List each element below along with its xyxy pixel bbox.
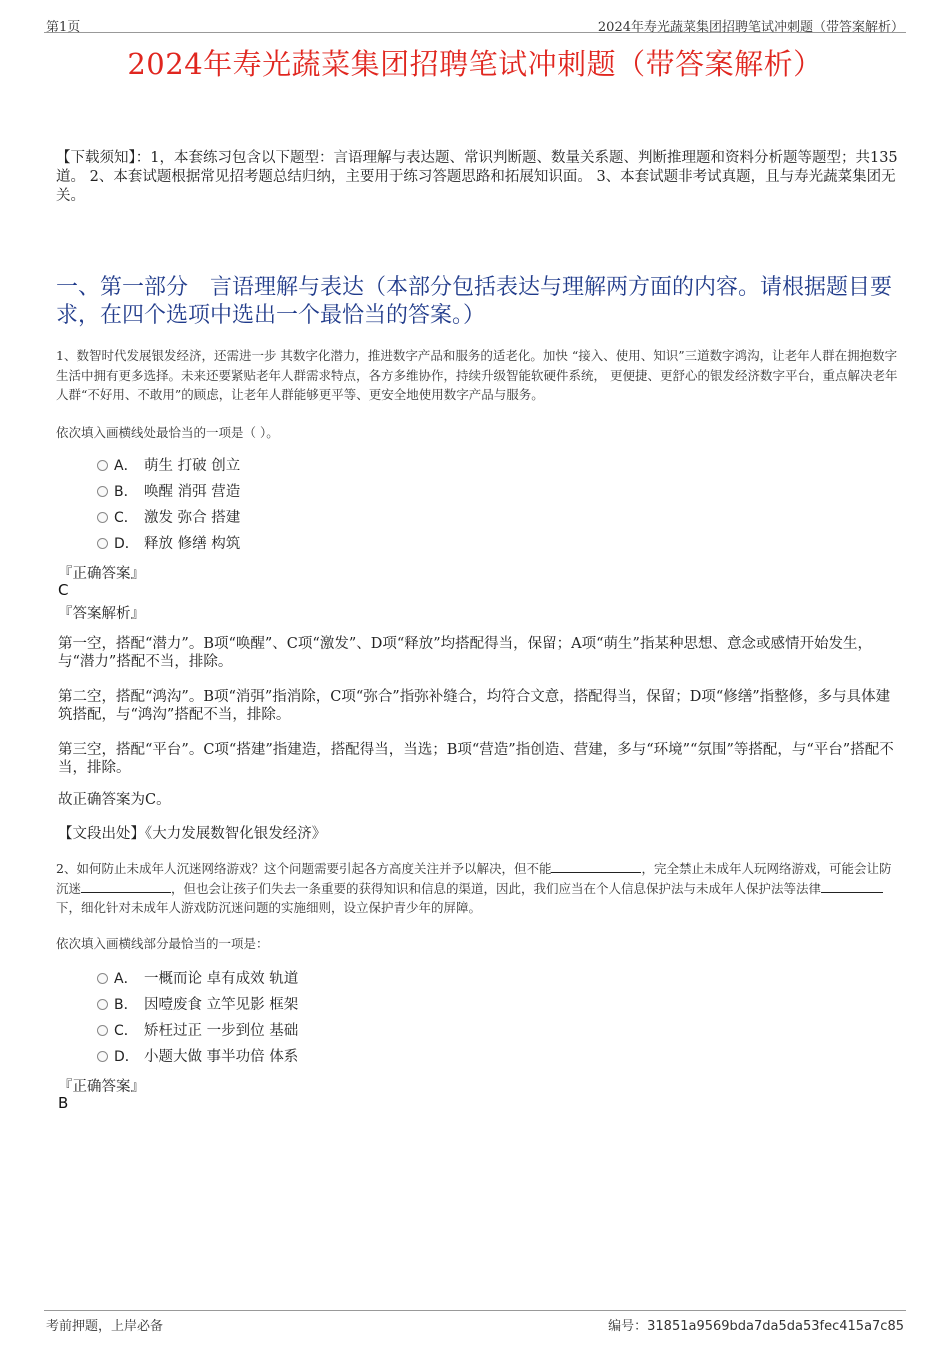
option-text: 小题大做 事半功倍 体系 bbox=[144, 1049, 299, 1065]
q1-option-c[interactable] bbox=[97, 508, 240, 528]
section-title: 一、第一部分 言语理解与表达（本部分包括表达与理解两方面的内容。请根据题目要求，在四个选项中选出一个最恰当的答案。） bbox=[56, 275, 893, 328]
q1-option-b[interactable] bbox=[97, 482, 240, 502]
q1-option-d[interactable] bbox=[97, 534, 240, 554]
header-doc-title: 2024年寿光蔬菜集团招聘笔试冲刺题（带答案解析） bbox=[597, 20, 904, 35]
page-footer bbox=[44, 1310, 906, 1334]
blank-1 bbox=[551, 860, 641, 873]
option-letter: D． bbox=[114, 536, 139, 552]
footer-slogan: 考前押题，上岸必备 bbox=[46, 1319, 164, 1334]
option-text: 萌生 打破 创立 bbox=[144, 458, 241, 474]
option-letter: B． bbox=[114, 997, 138, 1013]
q2-text-part: 下，细化针对未成年人游戏防沉迷问题的实施细则，设立保护青少年的屏障。 bbox=[56, 900, 482, 915]
q2-option-d[interactable] bbox=[97, 1047, 298, 1067]
option-letter: D． bbox=[114, 1049, 139, 1065]
q1-analysis-2: 第二空，搭配“鸿沟”。B项“消弭”指消除，C项“弥合”指弥补缝合，均符合文意，搭配得当，保留；D项“修缮”指整修，多与具体建筑搭配，与“鸿沟”搭配不当，排除。 bbox=[58, 689, 891, 723]
page-header bbox=[44, 14, 906, 33]
q1-answer: C bbox=[58, 581, 69, 599]
q1-conclusion: 故正确答案为C。 bbox=[58, 792, 171, 808]
radio-icon[interactable] bbox=[97, 512, 108, 523]
option-text: 一概而论 卓有成效 轨道 bbox=[144, 971, 299, 987]
question-2-prompt: 依次填入画横线部分最恰当的一项是： bbox=[56, 936, 269, 951]
option-letter: A． bbox=[114, 971, 138, 987]
option-text: 激发 弥合 搭建 bbox=[144, 510, 241, 526]
question-1-prompt: 依次填入画横线处最恰当的一项是（ ）。 bbox=[56, 425, 279, 440]
q1-analysis-1: 第一空，搭配“潜力”。B项“唤醒”、C项“激发”、D项“释放”均搭配得当，保留；A项“萌生”指某种思想、意念或感情开始发生，与“潜力”搭配不当，排除。 bbox=[58, 636, 872, 670]
q2-option-a[interactable] bbox=[97, 969, 298, 989]
radio-icon[interactable] bbox=[97, 486, 108, 497]
page-number: 第1页 bbox=[46, 20, 81, 35]
radio-icon[interactable] bbox=[97, 1025, 108, 1036]
q1-analysis-label: 『答案解析』 bbox=[58, 606, 145, 622]
q1-answer-label: 『正确答案』 bbox=[58, 566, 145, 582]
page-title: 2024年寿光蔬菜集团招聘笔试冲刺题（带答案解析） bbox=[127, 47, 823, 81]
download-notice: 【下载须知】：1，本套练习包含以下题型：言语理解与表达题、常识判断题、数量关系题、判断推理题和资料分析题等题型；共135道。 2、本套试题根据常见招考题总结归纳，主要用于练习答题思路和拓展知识面。 3、本套试题非考试真题，且与寿光蔬菜集团无关。 bbox=[56, 150, 898, 204]
q1-option-a[interactable] bbox=[97, 456, 240, 476]
footer-code-value: 31851a9569bda7da5da53fec415a7c85 bbox=[647, 1319, 904, 1334]
footer-code bbox=[608, 1315, 904, 1334]
radio-icon[interactable] bbox=[97, 999, 108, 1010]
q2-text-part: 2、如何防止未成年人沉迷网络游戏？这个问题需要引起各方高度关注并予以解决，但不能 bbox=[56, 861, 552, 876]
option-text: 矫枉过正 一步到位 基础 bbox=[144, 1023, 299, 1039]
blank-2 bbox=[81, 880, 171, 893]
option-letter: B． bbox=[114, 484, 138, 500]
q2-text-part: ，但也会让孩子们失去一条重要的获得知识和信息的渠道，因此，我们应当在个人信息保护法与未成年人保护法等法律 bbox=[171, 880, 822, 896]
option-text: 唤醒 消弭 营造 bbox=[144, 484, 241, 500]
q2-answer-label: 『正确答案』 bbox=[58, 1079, 145, 1095]
option-letter: A． bbox=[114, 458, 138, 474]
radio-icon[interactable] bbox=[97, 1051, 108, 1062]
footer-code-label: 编号： bbox=[608, 1319, 648, 1334]
option-text: 因噎废食 立竿见影 框架 bbox=[144, 997, 299, 1013]
q2-text-part: ，完全禁止未成年人玩网络游戏，可能会让防沉迷 bbox=[56, 861, 892, 896]
blank-3 bbox=[821, 880, 883, 893]
question-2-text bbox=[56, 859, 902, 918]
radio-icon[interactable] bbox=[97, 460, 108, 471]
q1-source: 【文段出处】《大力发展数智化银发经济》 bbox=[58, 826, 327, 842]
option-text: 释放 修缮 构筑 bbox=[144, 536, 241, 552]
q2-option-b[interactable] bbox=[97, 995, 298, 1015]
q1-analysis-3: 第三空，搭配“平台”。C项“搭建”指建造，搭配得当，当选；B项“营造”指创造、营建，多与“环境”“氛围”等搭配，与“平台”搭配不当，排除。 bbox=[58, 742, 894, 776]
q2-answer: B bbox=[58, 1094, 69, 1112]
radio-icon[interactable] bbox=[97, 538, 108, 549]
radio-icon[interactable] bbox=[97, 973, 108, 984]
option-letter: C． bbox=[114, 510, 138, 526]
q2-option-c[interactable] bbox=[97, 1021, 298, 1041]
option-letter: C． bbox=[114, 1023, 138, 1039]
question-1-text: 1、数智时代发展银发经济，还需进一步 其数字化潜力，推进数字产品和服务的适老化。加快 “接入、使用、知识”三道数字鸿沟，让老年人群在拥抱数字生活中拥有更多选择。未来还要紧贴老年人群需求特点，各方多维协作，持续升级智能软硬件系统， 更便捷、更舒心的银发经济数字平台，重点解决老年人群“不好用、不敢用”的顾虑，让老年人群能够更平等、更安全地使用数字产品与服务。 bbox=[56, 348, 898, 402]
